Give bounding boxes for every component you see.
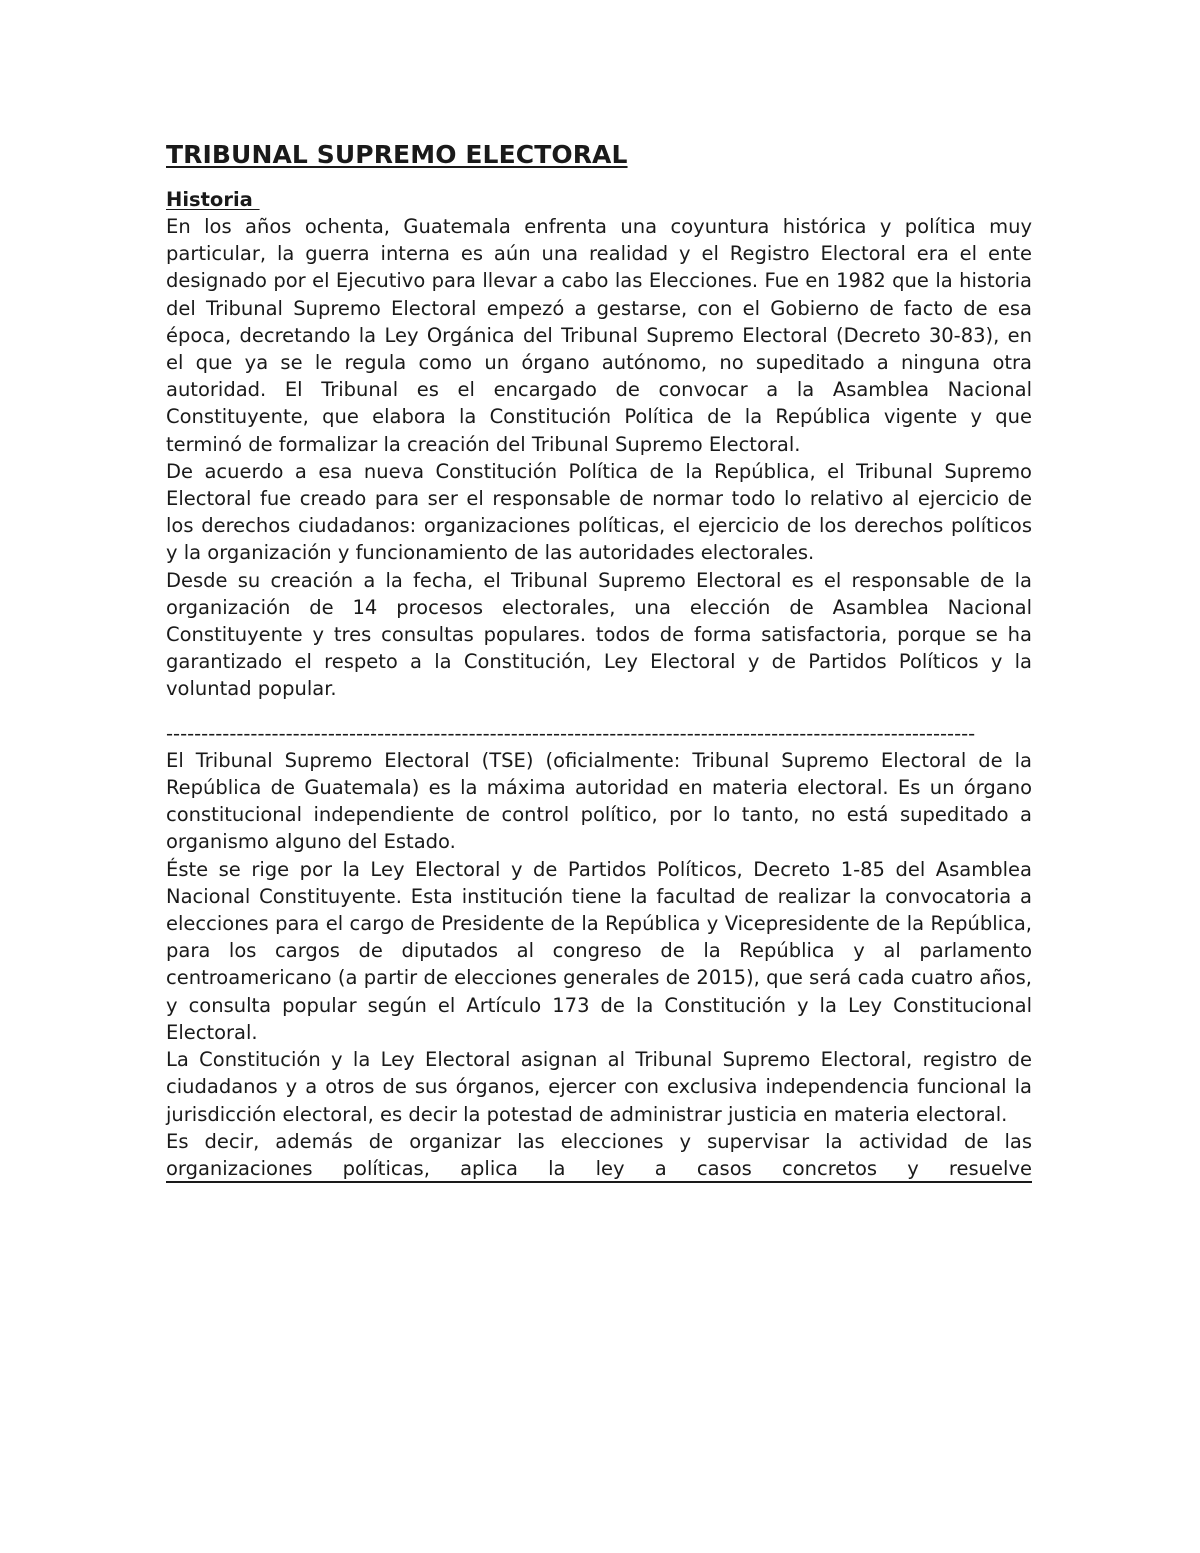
paragraph: Desde su creación a la fecha, el Tribunal Supremo Electoral es el responsable de la organización de 14 procesos electorales, una elección de Asamblea Nacional Constituyente y tres consultas populares. todos de forma satisfactoria, porque se ha garantizado el respeto a la Constitución, Ley Electoral y de Partidos Políticos y la voluntad popular. <box>166 568 1032 701</box>
section-heading: Historia <box>166 188 260 211</box>
dashed-separator: ------------------------------------------------------------------------------------------------------------------- <box>166 721 976 745</box>
document-title: TRIBUNAL SUPREMO ELECTORAL <box>166 140 628 169</box>
paragraph: En los años ochenta, Guatemala enfrenta una coyuntura histórica y política muy particular, la guerra interna es aún una realidad y el Registro Electoral era el ente designado por el Ejecutivo para llevar a cabo las Elecciones. Fue en 1982 que la historia del Tribunal Supremo Electoral empezó a gestarse, con el Gobierno de facto de esa época, decretando la Ley Orgánica del Tribunal Supremo Electoral (Decreto 30-83), en el que ya se le regula como un órgano autónomo, no supeditado a ninguna otra autoridad. El Tribunal es el encargado de convocar a la Asamblea Nacional Constituyente, que elabora la Constitución Política de la República vigente y que terminó de formalizar la creación del Tribunal Supremo Electoral. <box>166 215 1032 456</box>
paragraph: Éste se rige por la Ley Electoral y de Partidos Políticos, Decreto 1-85 del Asamblea Nacional Constituyente. Esta institución tiene la facultad de realizar la convocatoria a elecciones para el cargo de Presidente de la República y Vicepresidente de la República, para los cargos de diputados al congreso de la República y al parlamento centroamericano (a partir de elecciones generales de 2015), que será cada cuatro años, y consulta popular según el Artículo 173 de la Constitución y la Ley Constitucional Electoral. <box>166 857 1032 1044</box>
paragraph-last <box>166 1128 1032 1155</box>
document-body <box>166 138 1032 1182</box>
paragraph-last-continuation <box>166 1155 1032 1182</box>
paragraph-last-line-1: Es decir, además de organizar las elecciones y supervisar la actividad de las <box>166 1129 1032 1153</box>
paragraph: De acuerdo a esa nueva Constitución Política de la República, el Tribunal Supremo Electoral fue creado para ser el responsable de normar todo lo relativo al ejercicio de los derechos ciudadanos: organizaciones políticas, el ejercicio de los derechos políticos y la organización y funcionamiento de las autoridades electorales. <box>166 459 1032 565</box>
paragraph: La Constitución y la Ley Electoral asignan al Tribunal Supremo Electoral, registro de ciudadanos y a otros de sus órganos, ejercer con exclusiva independencia funcional la jurisdicción electoral, es decir la potestad de administrar justicia en materia electoral. <box>166 1048 1032 1126</box>
paragraph: El Tribunal Supremo Electoral (TSE) (oficialmente: Tribunal Supremo Electoral de la República de Guatemala) es la máxima autoridad en materia electoral. Es un órgano constitucional independiente de control político, por lo tanto, no está supeditado a organismo alguno del Estado. <box>166 748 1032 854</box>
underlined-line: organizaciones políticas, aplica la ley a casos concretos y resuelve <box>166 1156 1032 1180</box>
